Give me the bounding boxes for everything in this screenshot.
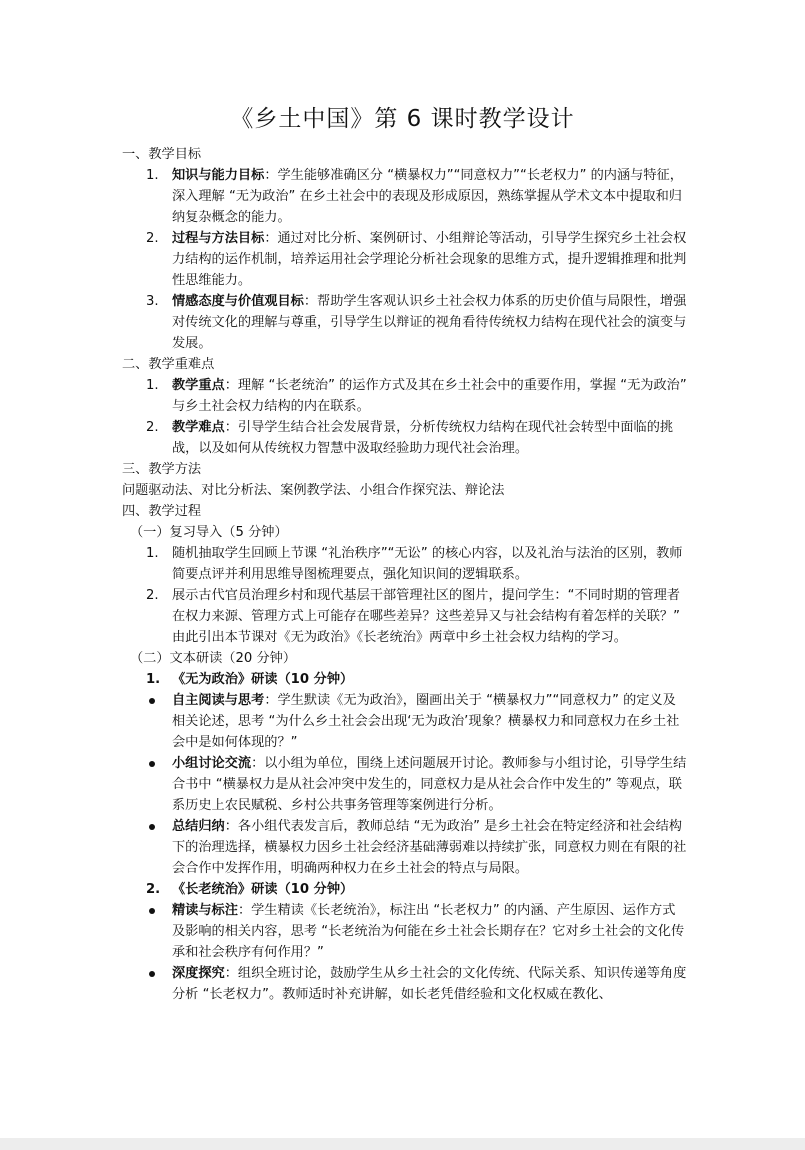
bullet-lead: 深度探究 (172, 966, 225, 981)
bullet-text: ：学生默读《无为政治》，圈画出关于 “横暴权力”“同意权力” 的定义及相关论述，思考 “为什么乡土社会会出现‘无为政治’现象？横暴权力和同意权力在乡土社会中是如何体现的？” (172, 693, 680, 750)
bullet-icon (149, 761, 155, 767)
list-item (122, 228, 688, 291)
item-text: ：学生能够准确区分 “横暴权力”“同意权力”“长老权力” 的内涵与特征，深入理解 “无为政治” 在乡土社会中的表现及形成原因，熟练掌握从学术文本中提取和归纳复杂概念的能力。 (172, 168, 683, 225)
section-heading-objectives: 一、教学目标 (122, 147, 202, 162)
reading-heading-wuwei (122, 669, 688, 690)
item-lead: 知识与能力目标 (172, 168, 265, 183)
bullet-lead: 精读与标注 (172, 903, 238, 918)
item-text: 展示古代官员治理乡村和现代基层干部管理社区的图片，提问学生：“不同时期的管理者在权力来源、管理方式上可能存在哪些差异？这些差异又与社会结构有着怎样的关联？” 由此引出本节课对《无为政治》《长老统治》两章中乡土社会权力结构的学习。 (172, 588, 680, 645)
bullet-text: ：学生精读《长老统治》，标注出 “长老权力” 的内涵、产生原因、运作方式及影响的相关内容，思考 “长老统治为何能在乡土社会长期存在？它对乡土社会的文化传承和社会秩序有何作用？” (172, 903, 685, 960)
reading-title: 《无为政治》研读（10 分钟） (172, 672, 354, 687)
item-lead: 教学重点 (172, 378, 225, 393)
bullet-item (122, 900, 688, 963)
list-item (122, 165, 688, 228)
reading-heading-elders (122, 879, 688, 900)
section-heading-methods: 三、教学方法 (122, 462, 202, 477)
item-number: 1. (146, 672, 161, 687)
item-number: 1. (146, 378, 159, 393)
item-number: 1. (146, 546, 159, 561)
list-item (122, 291, 688, 354)
subsection-heading-reading: （二）文本研读（20 分钟） (130, 651, 297, 666)
bullet-text: ：组织全班讨论，鼓励学生从乡土社会的文化传统、代际关系、知识传递等角度分析 “长老权力”。教师适时补充讲解，如长老凭借经验和文化权威在教化、 (172, 966, 687, 1002)
document-title: 《乡土中国》第 6 课时教学设计 (230, 106, 575, 132)
methods-text: 问题驱动法、对比分析法、案例教学法、小组合作探究法、辩论法 (122, 483, 505, 498)
bullet-text: ：各小组代表发言后，教师总结 “无为政治” 是乡土社会在特定经济和社会结构下的治理选择，横暴权力因乡土社会经济基础薄弱难以持续扩张，同意权力则在有限的社会合作中发挥作用，明确两种权力在乡土社会的特点与局限。 (172, 819, 687, 876)
bullet-text: ：以小组为单位，围绕上述问题展开讨论。教师参与小组讨论，引导学生结合书中 “横暴权力是从社会冲突中发生的，同意权力是从社会合作中发生的” 等观点，联系历史上农民赋税、乡村公共事务管理等案例进行分析。 (172, 756, 687, 813)
bullet-lead: 自主阅读与思考 (172, 693, 265, 708)
item-text: 随机抽取学生回顾上节课 “礼治秩序”“无讼” 的核心内容，以及礼治与法治的区别，教师简要点评并利用思维导图梳理要点，强化知识间的逻辑联系。 (172, 546, 683, 582)
section-heading-key-points: 二、教学重难点 (122, 357, 215, 372)
list-item (122, 585, 688, 648)
reading-title: 《长老统治》研读（10 分钟） (172, 882, 354, 897)
item-lead: 过程与方法目标 (172, 231, 265, 246)
bullet-icon (149, 971, 155, 977)
item-text: ：理解 “长老统治” 的运作方式及其在乡土社会中的重要作用，掌握 “无为政治” 与乡土社会权力结构的内在联系。 (172, 378, 687, 414)
bullet-item (122, 690, 688, 753)
page-bottom-edge (0, 1138, 805, 1150)
item-number: 3. (146, 294, 159, 309)
bullet-item (122, 963, 688, 1005)
item-lead: 教学难点 (172, 420, 225, 435)
list-item (122, 375, 688, 417)
item-number: 2. (146, 882, 161, 897)
bullet-icon (149, 698, 155, 704)
bullet-lead: 总结归纳 (172, 819, 225, 834)
item-number: 2. (146, 231, 159, 246)
bullet-icon (149, 908, 155, 914)
item-text: ：引导学生结合社会发展背景，分析传统权力结构在现代社会转型中面临的挑战，以及如何从传统权力智慧中汲取经验助力现代社会治理。 (172, 420, 674, 456)
item-number: 1. (146, 168, 159, 183)
bullet-item (122, 753, 688, 816)
section-heading-process: 四、教学过程 (122, 504, 202, 519)
item-number: 2. (146, 588, 159, 603)
bullet-lead: 小组讨论交流 (172, 756, 252, 771)
item-text: ：通过对比分析、案例研讨、小组辩论等活动，引导学生探究乡土社会权力结构的运作机制，培养运用社会学理论分析社会现象的思维方式，提升逻辑推理和批判性思维能力。 (172, 231, 687, 288)
bullet-icon (149, 824, 155, 830)
item-lead: 情感态度与价值观目标 (172, 294, 304, 309)
bullet-item (122, 816, 688, 879)
list-item (122, 417, 688, 459)
document-body (122, 144, 688, 1005)
item-number: 2. (146, 420, 159, 435)
subsection-heading-review: （一）复习导入（5 分钟） (130, 525, 288, 540)
item-text: ：帮助学生客观认识乡土社会权力体系的历史价值与局限性，增强对传统文化的理解与尊重，引导学生以辩证的视角看待传统权力结构在现代社会的演变与发展。 (172, 294, 687, 351)
list-item (122, 543, 688, 585)
